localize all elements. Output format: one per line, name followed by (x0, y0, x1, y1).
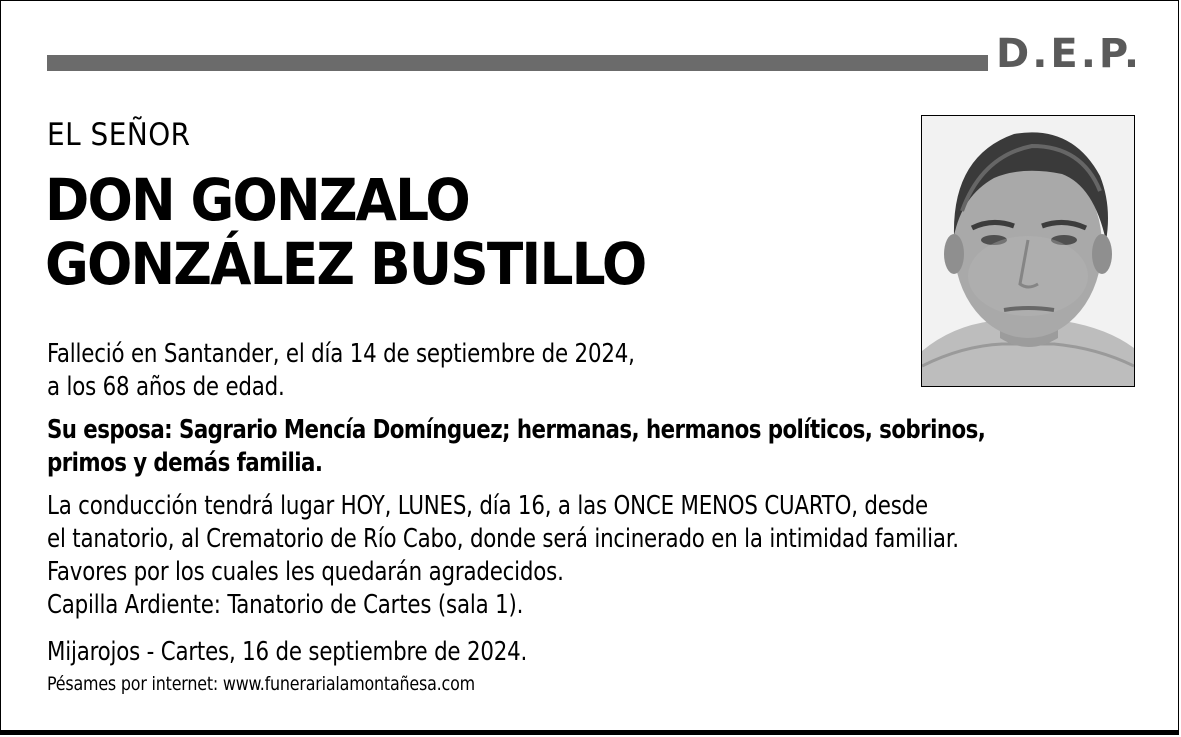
service-line-2: el tanatorio, al Crematorio de Río Cabo, donde será incinerado en la intimidad familiar. (47, 524, 959, 554)
family-line-2: primos y demás familia. (47, 448, 323, 478)
service-notice (47, 490, 959, 622)
condolences-line: Pésames por internet: www.funerarialamontañesa.com (47, 673, 475, 695)
death-line-2: a los 68 años de edad. (47, 372, 285, 402)
deceased-name-line-1: DON GONZALO (45, 166, 469, 234)
family-line-1: Su esposa: Sagrario Mencía Domínguez; hermanas, hermanos políticos, sobrinos, (47, 415, 986, 445)
death-notice (47, 338, 635, 404)
dep-heading: D.E.P. (996, 31, 1143, 77)
favor-line: Favores por los cuales les quedarán agradecidos. (47, 557, 564, 587)
chapel-line: Capilla Ardiente: Tanatorio de Cartes (sala 1). (47, 590, 524, 620)
deceased-name (45, 168, 645, 296)
portrait-photo-image (922, 116, 1134, 386)
service-line-1: La conducción tendrá lugar HOY, LUNES, día 16, a las ONCE MENOS CUARTO, desde (47, 491, 928, 521)
place-date: Mijarojos - Cartes, 16 de septiembre de 2024. (47, 637, 528, 667)
family-notice (47, 414, 985, 480)
honorific-label: EL SEÑOR (47, 117, 191, 153)
deceased-name-line-2: GONZÁLEZ BUSTILLO (45, 230, 646, 298)
death-line-1: Falleció en Santander, el día 14 de septiembre de 2024, (47, 339, 635, 369)
deceased-portrait (921, 115, 1135, 387)
header-rule (47, 55, 988, 71)
